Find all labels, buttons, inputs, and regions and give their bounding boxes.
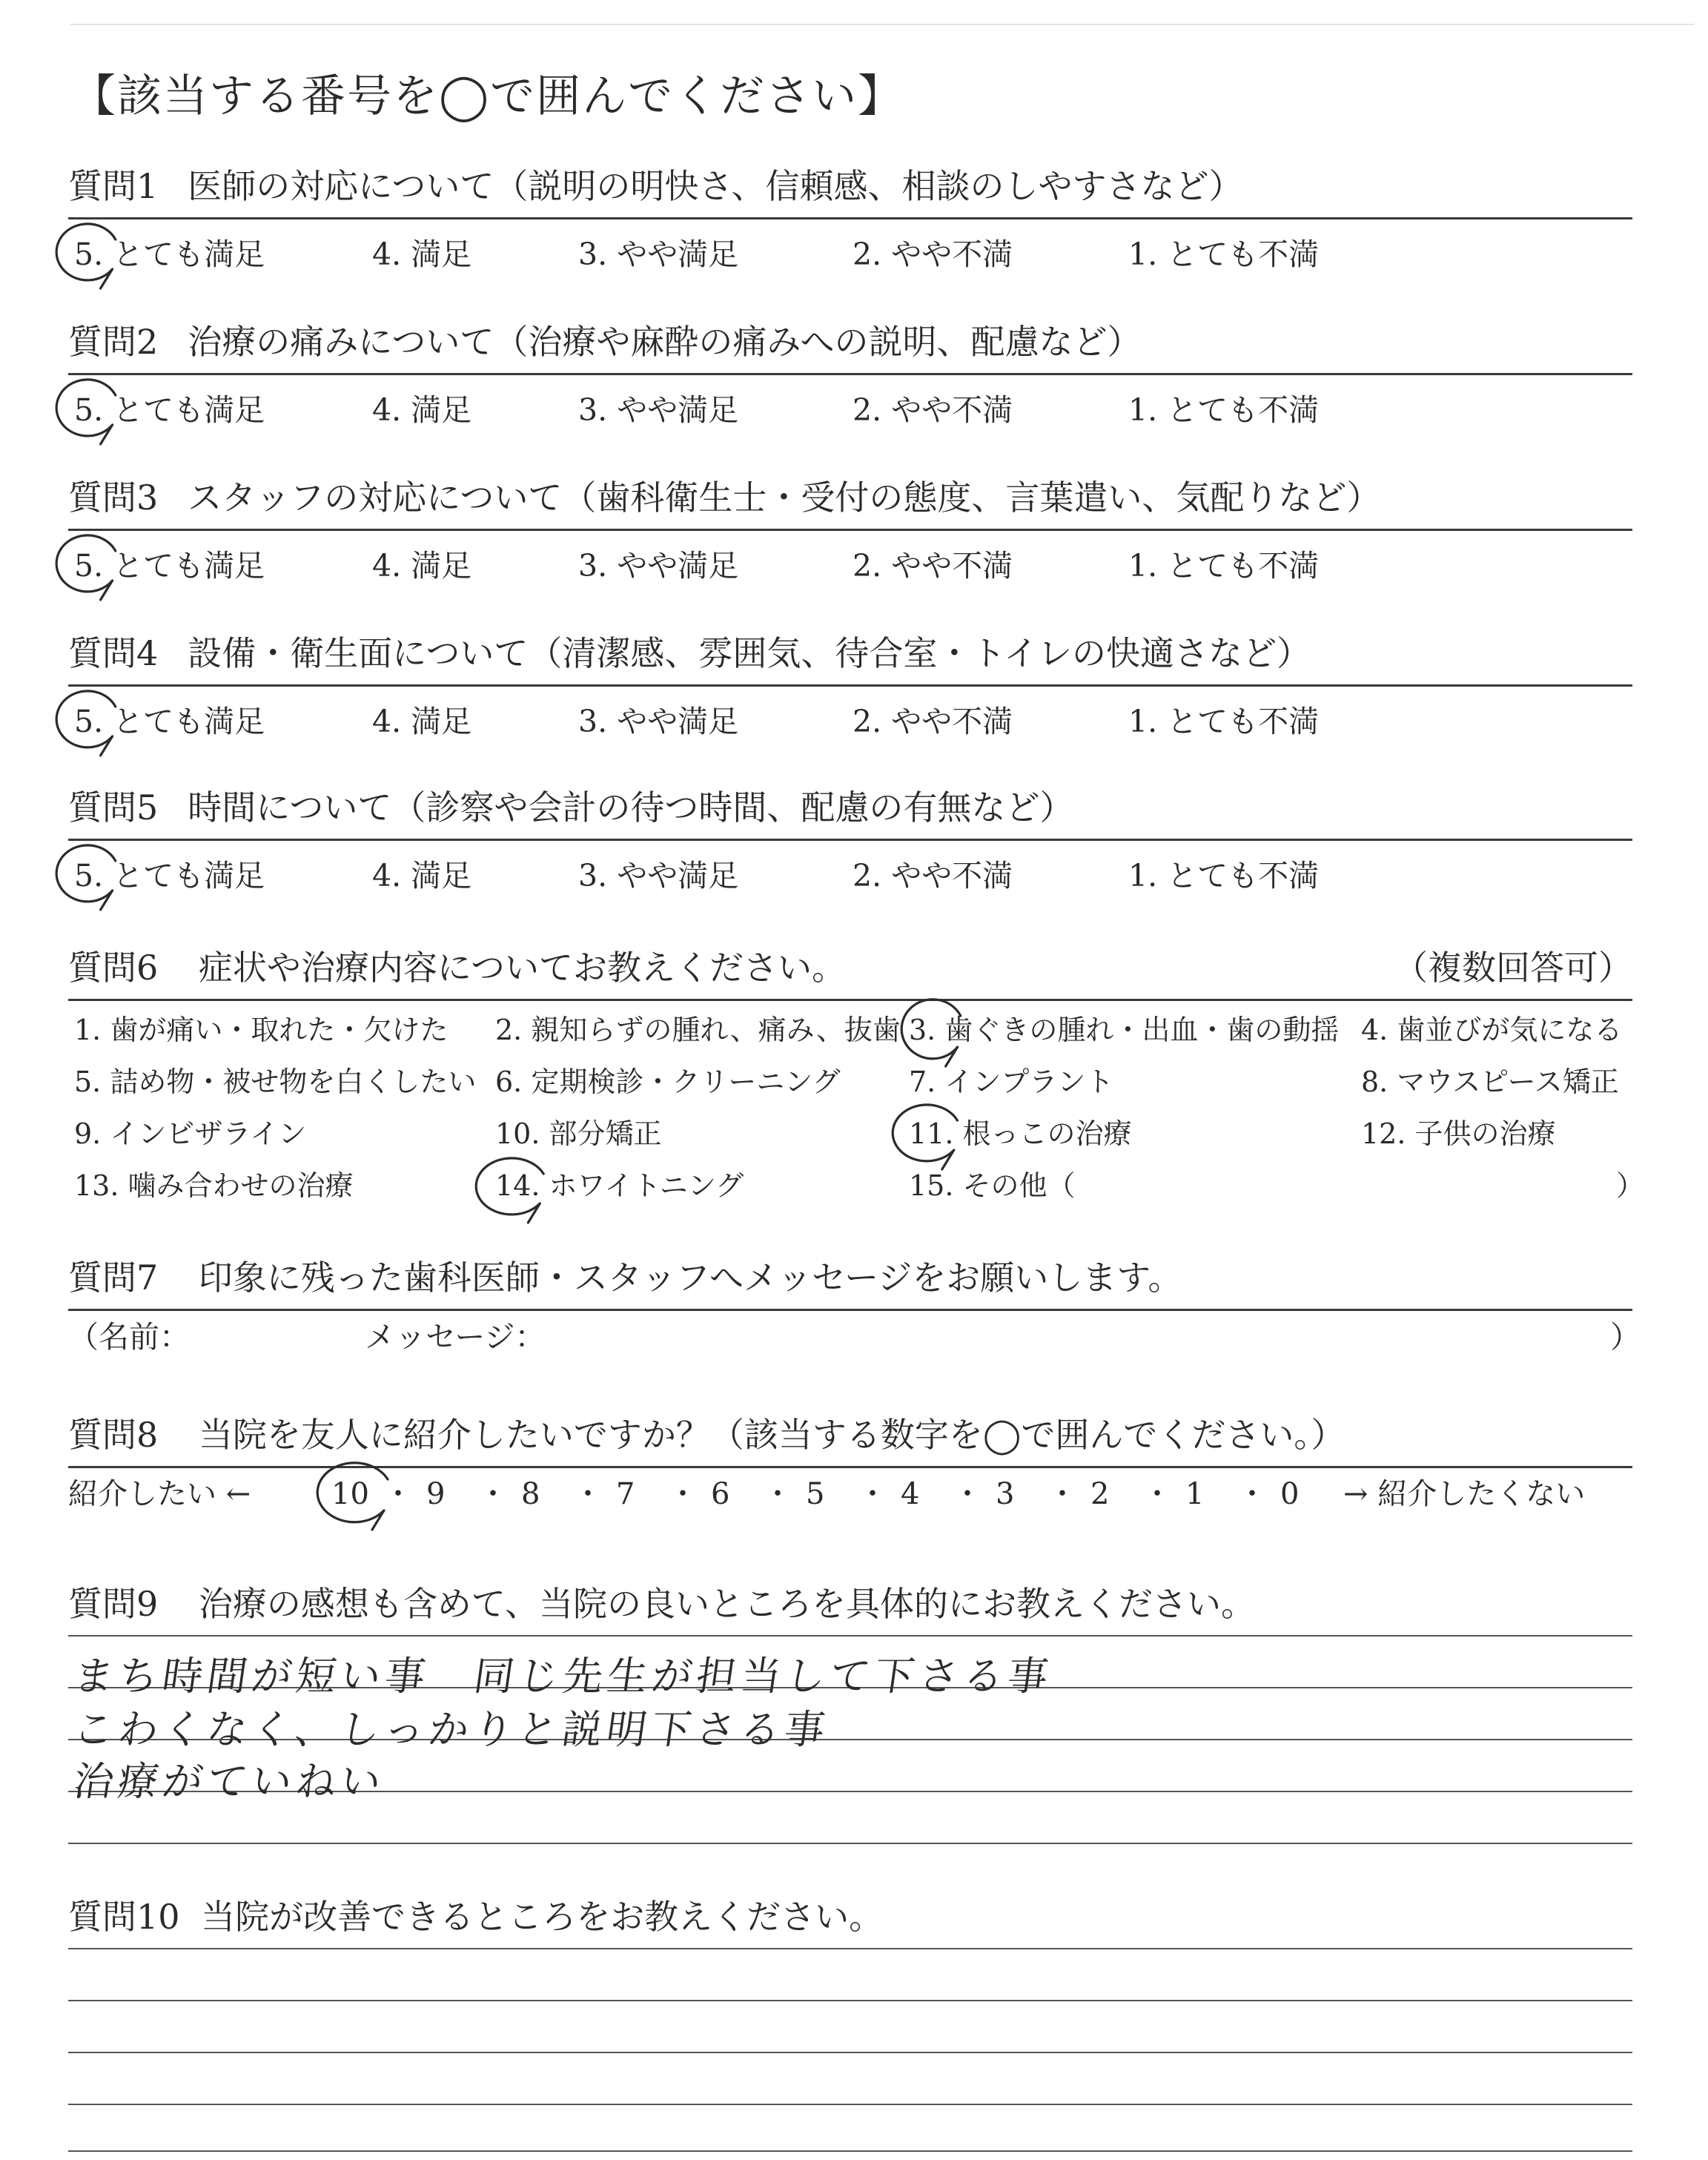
rating-option-1[interactable]: 1. とても不満 xyxy=(1128,858,1320,894)
scale-value-8[interactable]: 8 xyxy=(521,1477,540,1511)
scale-left-label: 紹介したい ← xyxy=(68,1477,251,1511)
answer-line xyxy=(68,2000,1632,2001)
rating-option-4[interactable]: 4. 満足 xyxy=(372,858,472,894)
rating-option-3[interactable]: 3. やや満足 xyxy=(578,548,739,584)
symptom-option-13[interactable]: 13. 噛み合わせの治療 xyxy=(74,1169,354,1202)
scale-separator: ・ xyxy=(668,1477,698,1511)
question-9 xyxy=(68,1584,1632,1628)
answer-line xyxy=(68,1635,1632,1636)
scale-value-9[interactable]: 9 xyxy=(426,1477,446,1511)
question-rule xyxy=(68,839,1632,841)
rating-option-3[interactable]: 3. やや満足 xyxy=(578,858,739,894)
rating-option-2[interactable]: 2. やや不満 xyxy=(853,858,1013,894)
question-8 xyxy=(68,1415,1632,1459)
scale-value-2[interactable]: 2 xyxy=(1090,1477,1110,1511)
question-text: 医師の対応について（説明の明快さ、信頼感、相談のしやすさなど） xyxy=(188,166,1243,206)
question-6-note: （複数回答可） xyxy=(1394,948,1632,988)
question-8-rule xyxy=(68,1466,1632,1468)
symptom-option-11[interactable]: 11. 根っこの治療 xyxy=(909,1117,1132,1150)
question-rule xyxy=(68,217,1632,219)
page-top-edge xyxy=(70,24,1694,25)
rating-option-1[interactable]: 1. とても不満 xyxy=(1128,704,1320,739)
question-text: 設備・衛生面について（清潔感、雰囲気、待合室・トイレの快適さなど） xyxy=(188,633,1311,673)
scale-separator: ・ xyxy=(1142,1477,1172,1511)
answer-line xyxy=(68,1948,1632,1949)
question-label: 質問1 xyxy=(68,166,159,206)
scale-value-7[interactable]: 7 xyxy=(616,1477,635,1511)
rating-option-4[interactable]: 4. 満足 xyxy=(372,392,472,428)
rating-option-1[interactable]: 1. とても不満 xyxy=(1128,548,1320,584)
handwritten-answer-line-3: 治療がていねい xyxy=(70,1758,388,1805)
rating-option-2[interactable]: 2. やや不満 xyxy=(853,392,1013,428)
question-rule xyxy=(68,373,1632,375)
scale-right-label: → 紹介したくない xyxy=(1343,1477,1586,1511)
answer-line xyxy=(68,2150,1632,2152)
symptom-option-1[interactable]: 1. 歯が痛い・取れた・欠けた xyxy=(74,1014,448,1046)
symptom-option-9[interactable]: 9. インビザライン xyxy=(74,1117,307,1150)
question-9-label: 質問9 xyxy=(68,1584,159,1624)
question-7-label: 質問7 xyxy=(68,1258,159,1298)
message-field-label: メッセージ： xyxy=(365,1319,546,1355)
symptom-option-3[interactable]: 3. 歯ぐきの腫れ・出血・歯の動揺 xyxy=(909,1014,1340,1046)
message-close-paren: ） xyxy=(1610,1319,1641,1355)
question-label: 質問5 xyxy=(68,787,159,828)
rating-option-3[interactable]: 3. やや満足 xyxy=(578,392,739,428)
scale-value-5[interactable]: 5 xyxy=(806,1477,825,1511)
question-label: 質問4 xyxy=(68,633,159,673)
question-10-label: 質問10 xyxy=(68,1897,180,1937)
handwritten-answer-line-1: まち時間が短い事 同じ先生が担当して下さる事 xyxy=(70,1653,1056,1700)
question-9-text: 治療の感想も含めて、当院の良いところを具体的にお教えください。 xyxy=(198,1584,1255,1624)
scale-separator: ・ xyxy=(1047,1477,1077,1511)
name-field-label: （名前： xyxy=(68,1319,190,1355)
rating-option-1[interactable]: 1. とても不満 xyxy=(1128,392,1320,428)
scale-value-0[interactable]: 0 xyxy=(1280,1477,1300,1511)
question-text: スタッフの対応について（歯科衛生士・受付の態度、言葉遣い、気配りなど） xyxy=(188,478,1381,518)
question-5 xyxy=(68,787,1632,832)
page-title: 【該当する番号を◯で囲んでください】 xyxy=(71,70,904,122)
question-rule xyxy=(68,684,1632,687)
rating-option-2[interactable]: 2. やや不満 xyxy=(853,548,1013,584)
symptom-option-4[interactable]: 4. 歯並びが気になる xyxy=(1361,1014,1623,1046)
scale-separator: ・ xyxy=(573,1477,603,1511)
question-rule xyxy=(68,529,1632,531)
scale-separator: ・ xyxy=(1237,1477,1267,1511)
symptom-option-12[interactable]: 12. 子供の治療 xyxy=(1361,1117,1556,1150)
answer-line xyxy=(68,1843,1632,1844)
scale-separator: ・ xyxy=(763,1477,792,1511)
rating-option-2[interactable]: 2. やや不満 xyxy=(853,704,1013,739)
symptom-option-2[interactable]: 2. 親知らずの腫れ、痛み、抜歯 xyxy=(495,1014,901,1046)
rating-option-4[interactable]: 4. 満足 xyxy=(372,704,472,739)
scale-value-10[interactable]: 10 xyxy=(331,1477,369,1511)
answer-line xyxy=(68,2104,1632,2105)
question-10-text: 当院が改善できるところをお教えください。 xyxy=(201,1897,884,1937)
symptom-option-15[interactable]: 15. その他（ xyxy=(909,1169,1076,1202)
handwritten-answer-line-2: こわくなく、しっかりと説明下さる事 xyxy=(70,1706,833,1753)
symptom-option-7[interactable]: 7. インプラント xyxy=(909,1066,1114,1098)
scale-separator: ・ xyxy=(953,1477,982,1511)
question-6-rule xyxy=(68,999,1632,1001)
question-label: 質問2 xyxy=(68,322,159,362)
rating-option-3[interactable]: 3. やや満足 xyxy=(578,237,739,272)
rating-option-1[interactable]: 1. とても不満 xyxy=(1128,237,1320,272)
rating-option-4[interactable]: 4. 満足 xyxy=(372,548,472,584)
rating-option-5[interactable]: 5. とても満足 xyxy=(74,548,265,584)
symptom-option-14[interactable]: 14. ホワイトニング xyxy=(495,1169,744,1202)
question-6-label: 質問6 xyxy=(68,948,159,988)
rating-option-5[interactable]: 5. とても満足 xyxy=(74,704,265,739)
symptom-option-6[interactable]: 6. 定期検診・クリーニング xyxy=(495,1066,841,1098)
scale-value-1[interactable]: 1 xyxy=(1185,1477,1205,1511)
scale-value-4[interactable]: 4 xyxy=(901,1477,920,1511)
question-7-text: 印象に残った歯科医師・スタッフへメッセージをお願いします。 xyxy=(198,1258,1182,1298)
answer-line xyxy=(68,2052,1632,2053)
question-8-label: 質問8 xyxy=(68,1415,159,1455)
other-close-paren: ） xyxy=(1616,1169,1645,1202)
question-4 xyxy=(68,633,1632,678)
question-6-text: 症状や治療内容についてお教えください。 xyxy=(198,948,846,988)
rating-option-2[interactable]: 2. やや不満 xyxy=(853,237,1013,272)
scale-value-6[interactable]: 6 xyxy=(711,1477,730,1511)
scale-separator: ・ xyxy=(383,1477,413,1511)
question-text: 治療の痛みについて（治療や麻酔の痛みへの説明、配慮など） xyxy=(188,322,1142,362)
rating-option-3[interactable]: 3. やや満足 xyxy=(578,704,739,739)
question-7 xyxy=(68,1258,1632,1302)
rating-option-5[interactable]: 5. とても満足 xyxy=(74,858,265,894)
rating-option-4[interactable]: 4. 満足 xyxy=(372,237,472,272)
question-10 xyxy=(68,1897,1632,1941)
question-6 xyxy=(68,948,1632,992)
question-3 xyxy=(68,480,1632,522)
question-label: 質問3 xyxy=(68,478,159,518)
question-2 xyxy=(68,322,1632,366)
rating-option-5[interactable]: 5. とても満足 xyxy=(74,392,265,428)
scale-value-3[interactable]: 3 xyxy=(996,1477,1015,1511)
rating-option-5[interactable]: 5. とても満足 xyxy=(74,237,265,272)
question-7-rule xyxy=(68,1309,1632,1311)
symptom-option-5[interactable]: 5. 詰め物・被せ物を白くしたい xyxy=(74,1066,477,1098)
scale-separator: ・ xyxy=(858,1477,887,1511)
question-text: 時間について（診察や会計の待つ時間、配慮の有無など） xyxy=(188,787,1074,828)
symptom-option-10[interactable]: 10. 部分矯正 xyxy=(495,1117,662,1150)
symptom-option-8[interactable]: 8. マウスピース矯正 xyxy=(1361,1066,1619,1098)
question-1 xyxy=(68,166,1632,211)
scale-separator: ・ xyxy=(478,1477,508,1511)
question-8-text: 当院を友人に紹介したいですか？（該当する数字を◯で囲んでください。） xyxy=(198,1415,1345,1455)
